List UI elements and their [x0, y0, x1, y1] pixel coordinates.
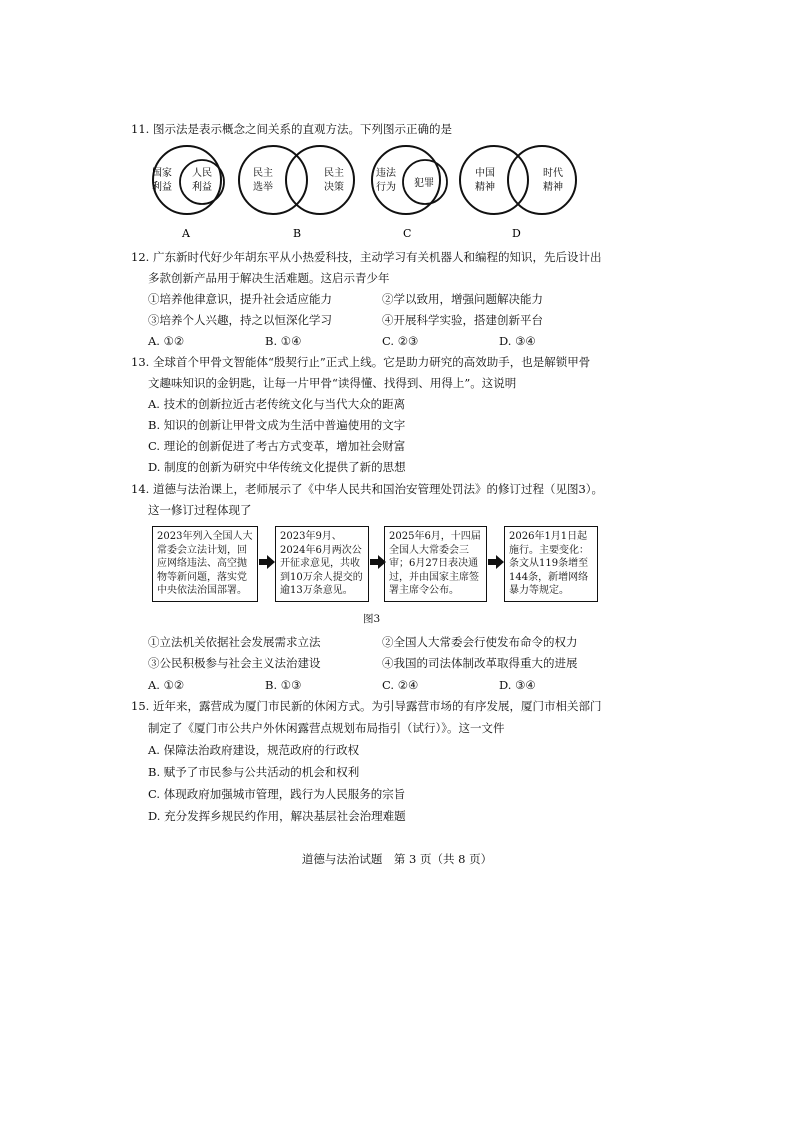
q12-statement-1: ①培养他律意识，提升社会适应能力 [148, 292, 332, 306]
q14-line1: 14. 道德与法治课上，老师展示了《中华人民共和国治安管理处罚法》的修订过程（见图3）。 [131, 482, 604, 496]
diagram-c-letter: C [403, 227, 412, 240]
q12-option-a: A. ①② [148, 334, 185, 348]
q11-diagram-svg [140, 142, 620, 240]
q14-option-a: A. ①② [148, 678, 185, 692]
q13-line1: 13. 全球首个甲骨文智能体“殷契行止”正式上线。它是助力研究的高效助手，也是解锁甲骨 [131, 355, 591, 369]
q13-line2: 文趣味知识的金钥匙，让每一片甲骨“读得懂、找得到、用得上”。这说明 [148, 376, 517, 390]
diagram-b-right-l1: 民主 [324, 168, 344, 179]
diagram-d [460, 146, 576, 240]
figure-3-label: 图3 [363, 613, 381, 625]
page-footer: 道德与法治试题 第 3 页（共 8 页） [301, 852, 493, 866]
q15-line1: 15. 近年来，露营成为厦门市民新的休闲方式。为引导露营市场的有序发展，厦门市相关部门 [131, 699, 602, 713]
diagram-c-outer-l2: 行为 [376, 182, 396, 193]
diagram-d-right-l2: 精神 [543, 182, 563, 193]
diagram-d-left-l1: 中国 [475, 168, 495, 179]
diagram-c-outer-l1: 违法 [376, 168, 396, 179]
q12-statement-2: ②学以致用，增强问题解决能力 [382, 292, 543, 306]
q13-option-c: C. 理论的创新促进了考古方式变革，增加社会财富 [148, 439, 406, 453]
q15-option-a: A. 保障法治政府建设，规范政府的行政权 [148, 743, 360, 757]
q12-statement-4: ④开展科学实验，搭建创新平台 [382, 313, 543, 327]
q14-option-c: C. ②④ [382, 678, 419, 692]
diagram-d-left-l2: 精神 [475, 182, 495, 193]
diagram-d-right-l1: 时代 [543, 168, 563, 179]
q14-option-d: D. ③④ [499, 678, 536, 692]
q13-option-d: D. 制度的创新为研究中华传统文化提供了新的思想 [148, 460, 406, 474]
q14-option-b: B. ①③ [265, 678, 302, 692]
q13-option-a: A. 技术的创新拉近古老传统文化与当代大众的距离 [148, 397, 406, 411]
q14-statement-2: ②全国人大常委会行使发布命令的权力 [382, 635, 578, 649]
diagram-b-left-l1: 民主 [253, 168, 273, 179]
q14-statement-3: ③公民积极参与社会主义法治建设 [148, 656, 321, 670]
flow-box-4: 2026年1月1日起施行。主要变化：条文从119条增至144条，新增网络暴力等规定。 [504, 526, 598, 602]
q14-statement-1: ①立法机关依据社会发展需求立法 [148, 635, 321, 649]
q12-option-d: D. ③④ [499, 334, 536, 348]
q13-option-b: B. 知识的创新让甲骨文成为生活中普遍使用的文字 [148, 418, 406, 432]
q12-option-c: C. ②③ [382, 334, 419, 348]
q12-line2: 多款创新产品用于解决生活难题。这启示青少年 [148, 271, 390, 285]
diagram-b [239, 146, 354, 240]
q15-line2: 制定了《厦门市公共户外休闲露营点规划布局指引（试行）》。这一文件 [148, 721, 505, 735]
q11-diagrams [140, 142, 620, 240]
q11-stem: 11. 图示法是表示概念之间关系的直观方法。下列图示正确的是 [131, 122, 452, 136]
diagram-a [152, 146, 224, 240]
diagram-a-outer-l2: 利益 [152, 182, 172, 193]
diagram-c-inner: 犯罪 [414, 178, 434, 189]
q15-option-b: B. 赋予了市民参与公共活动的机会和权利 [148, 765, 360, 779]
q15-option-c: C. 体现政府加强城市管理，践行为人民服务的宗旨 [148, 787, 406, 801]
q12-line1: 12. 广东新时代好少年胡东平从小热爱科技，主动学习有关机器人和编程的知识，先后设计出 [131, 250, 602, 264]
diagram-b-letter: B [293, 227, 302, 240]
diagram-c [372, 146, 447, 240]
diagram-a-inner-l2: 利益 [192, 182, 212, 193]
q14-statement-4: ④我国的司法体制改革取得重大的进展 [382, 656, 578, 670]
diagram-b-right-l2: 决策 [324, 182, 344, 193]
q12-option-b: B. ①④ [265, 334, 302, 348]
diagram-a-outer-l1: 国家 [152, 168, 172, 179]
flow-box-2: 2023年9月、2024年6月两次公开征求意见，共收到10万余人提交的逾13万条意见。 [275, 526, 369, 602]
q15-option-d: D. 充分发挥乡规民约作用，解决基层社会治理难题 [148, 809, 406, 823]
flow-box-1: 2023年列入全国人大常委会立法计划，回应网络违法、高空抛物等新问题，落实党中央依法治国部署。 [152, 526, 258, 602]
q12-statement-3: ③培养个人兴趣，持之以恒深化学习 [148, 313, 332, 327]
diagram-d-letter: D [512, 227, 521, 240]
diagram-a-inner-l1: 人民 [192, 168, 212, 179]
flow-arrow-3-icon [488, 554, 504, 573]
diagram-a-letter: A [182, 227, 190, 240]
flow-arrow-1-icon [259, 554, 275, 573]
flow-box-3: 2025年6月，十四届全国人大常委会三审；6月27日表决通过，并由国家主席签署主席令公布。 [384, 526, 487, 602]
diagram-b-left-l2: 选举 [253, 182, 273, 193]
q14-line2: 这一修订过程体现了 [148, 503, 252, 517]
